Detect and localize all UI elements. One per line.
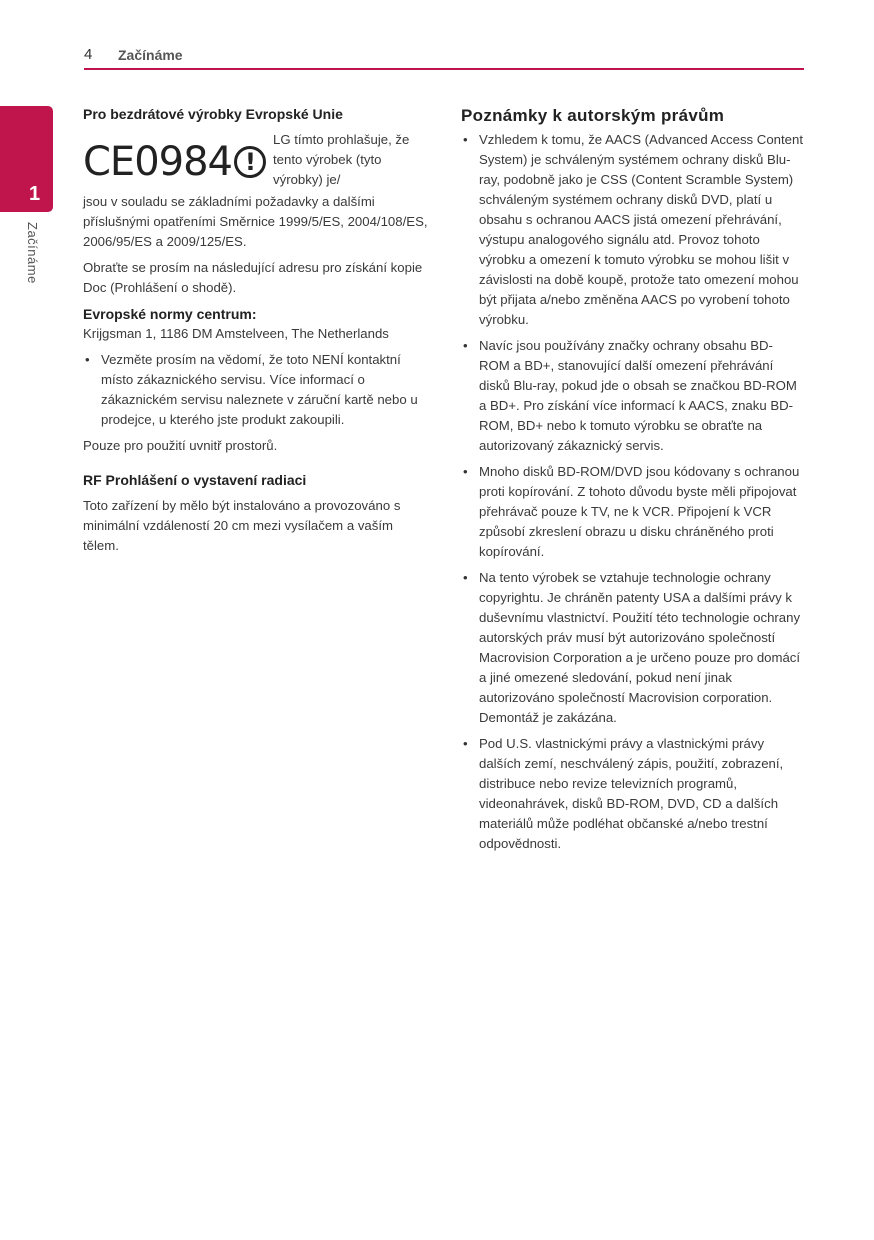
norms-heading: Evropské normy centrum: [83, 306, 257, 322]
header-rule [84, 68, 804, 70]
chapter-number: 1 [29, 183, 41, 205]
ce-mark-text: CE0984 [83, 139, 232, 185]
chapter-label [24, 222, 40, 302]
chapter-label-text: Začínáme [25, 222, 40, 284]
page-header [84, 44, 804, 70]
alert-icon: ! [234, 146, 266, 178]
indoor-text: Pouze pro použití uvnitř prostorů. [83, 438, 278, 453]
ce-block [83, 130, 428, 192]
list-item: • Pod U.S. vlastnickými právy a vlastnickými právy dalších zemí, neschválený zápis, použití, zobrazení, distribuce nebo revize televizních programů, videonahrávek, disků BD-ROM, DVD, CD a dalších materiálů může podléhat občanské a/nebo trestní odpovědnosti. [461, 734, 803, 854]
left-bullet-list [83, 350, 428, 430]
copyright-bullet-list [461, 130, 803, 854]
doc-text: Obraťte se prosím na následující adresu pro získání kopie Doc (Prohlášení o shodě). [83, 260, 423, 295]
running-title: Začínáme [118, 47, 183, 63]
right-column [461, 104, 803, 860]
norms-address: Krijgsman 1, 1186 DM Amstelveen, The Netherlands [83, 326, 389, 341]
page-number: 4 [84, 46, 93, 63]
declaration-text: jsou v souladu se základními požadavky a dalšími příslušnými opatřeními Směrnice 1999/5/ES, 2004/108/ES, 2006/95/ES a 2009/125/ES. [83, 194, 428, 249]
list-item: • Navíc jsou používány značky ochrany obsahu BD-ROM a BD+, stanovující další omezení přehrávání disků Blu-ray, pokud jde o obsah se značkou BD-ROM a BD+. Pro získání více informací k AACS, znaku BD-ROM, BD+ nebo k tomuto výrobku se obraťte na autorizovaný zákaznický servis. [461, 336, 803, 456]
list-item: • Vezměte prosím na vědomí, že toto NENÍ kontaktní místo zákaznického servisu. Více informací o zákaznickém servisu naleznete v záruční kartě nebo u prodejce, u kterého jste produkt zakoupili. [83, 350, 428, 430]
list-item: • Vzhledem k tomu, že AACS (Advanced Access Content System) je schváleným systémem ochrany disků Blu-ray, podobně jako je CSS (Content Scramble System) schváleným systémem ochrany disků DVD, platí u obsahu s ochranou AACS jistá omezení přehrávání, výstupu analogového signálu atd. Provoz tohoto výrobku a omezení k tomuto výrobku se mohou lišit v závislosti na době koupě, protože tato omezení mohou být přijata a/nebo změněna AACS po vyrobení tohoto výrobku. [461, 130, 803, 330]
ce-mark-logo [83, 140, 266, 184]
copyright-heading: Poznámky k autorským právům [461, 106, 725, 125]
ce-declaration-intro: LG tímto prohlašuje, že tento výrobek (tyto výrobky) je/ [273, 132, 410, 187]
list-item: • Na tento výrobek se vztahuje technologie ochrany copyrightu. Je chráněn patenty USA a dalšími právy k duševnímu vlastnictví. Použití této technologie ochrany autorských práv musí být autorizováno společností Macrovision Corporation a je určeno pouze pro domácí a jiné omezené sledování, pokud není jinak autorizováno společností Macrovision corporation. Demontáž je zakázána. [461, 568, 803, 728]
eu-heading: Pro bezdrátové výrobky Evropské Unie [83, 106, 343, 122]
rf-heading: RF Prohlášení o vystavení radiaci [83, 472, 307, 488]
list-item: • Mnoho disků BD-ROM/DVD jsou kódovany s ochranou proti kopírování. Z tohoto důvodu byste měli připojovat přehrávač pouze k TV, ne k VCR. Připojení k VCR způsobí zkreslení obrazu u disku chráněného proti kopírování. [461, 462, 803, 562]
rf-text: Toto zařízení by mělo být instalováno a provozováno s minimální vzdáleností 20 cm mezi vysílačem a vaším tělem. [83, 498, 401, 553]
left-column [83, 104, 428, 556]
